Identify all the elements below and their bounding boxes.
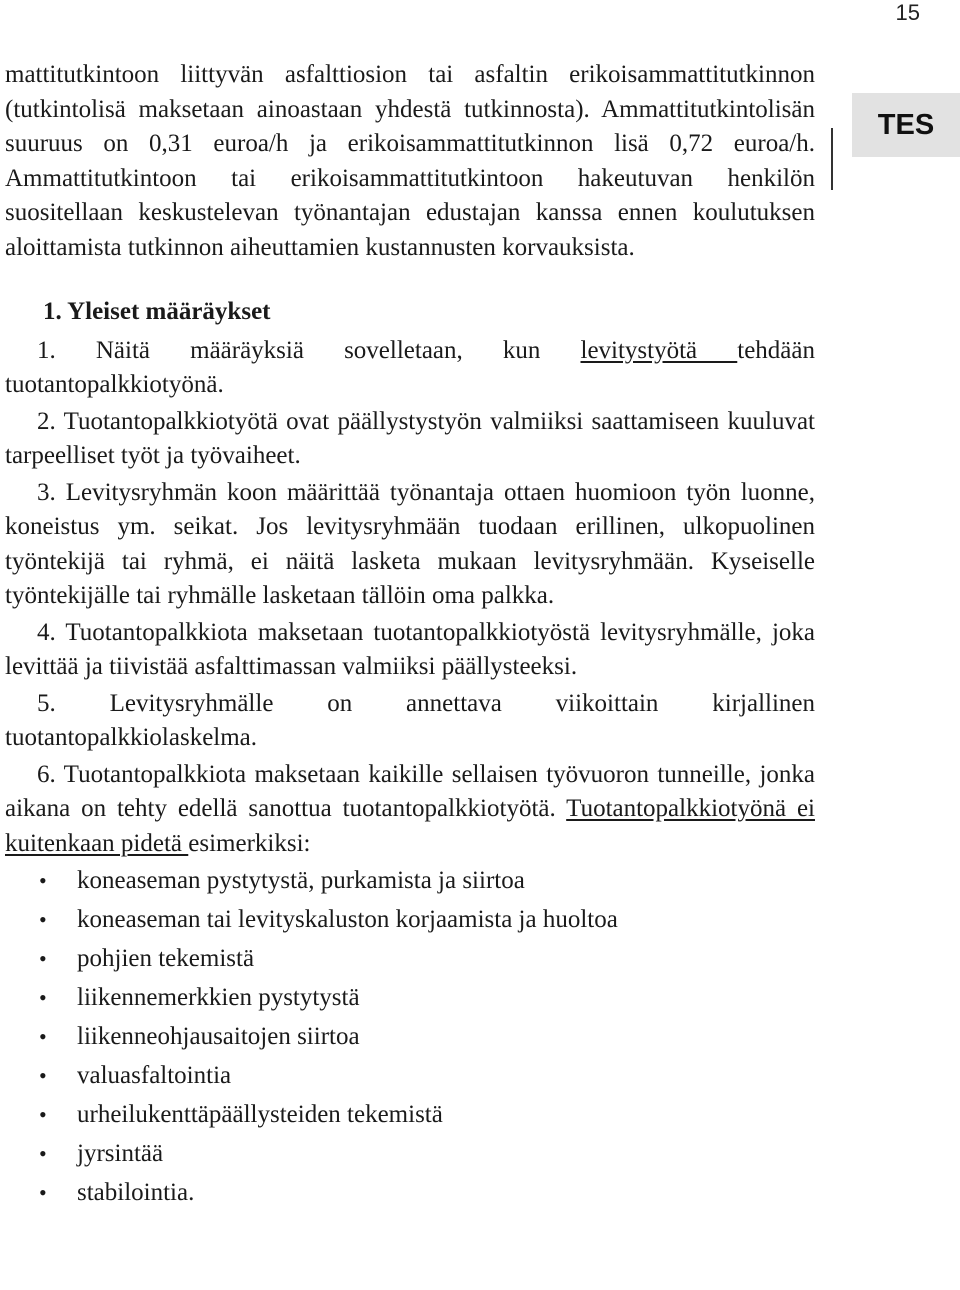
margin-rule <box>831 128 833 190</box>
list-item: • liikenneohjausaitojen siirtoa <box>5 1017 815 1056</box>
paragraph-6-underlined: Tuotantopalkkiotyönä ei kuitenkaan pidetä <box>5 795 815 857</box>
paragraph-6 <box>5 758 815 862</box>
paragraph-4: 4. Tuotantopalkkiota maksetaan tuotantopalkkiotyöstä levitysryhmälle, joka levittää ja tiivistää asfalttimassan valmiiksi päällysteeksi. <box>5 618 815 680</box>
list-item: • liikennemerkkien pystytystä <box>5 978 815 1017</box>
paragraph-1-underlined: levitystyötä <box>580 336 738 364</box>
list-item: • koneaseman pystytystä, purkamista ja siirtoa <box>5 861 815 900</box>
document-body <box>5 58 815 1212</box>
paragraph-3: 3. Levitysryhmän koon määrittää työnantaja ottaen huomioon työn luonne, koneistus ym. seikat. Jos levitysryhmään tuodaan erillinen, ulkopuolinen työntekijä tai ryhmä, ei näitä lasketa mukaan levitysryhmään. Kyseiselle työntekijälle tai ryhmälle lasketaan tällöin oma palkka. <box>5 478 815 609</box>
list-item: • jyrsintää <box>5 1134 815 1173</box>
paragraph-6-rest: esimerkiksi: <box>188 829 311 857</box>
paragraph-6-text: 6. Tuotantopalkkiota maksetaan kaikille sellaisen työvuoron tunneille, jonka aikana on tehty edellä sanottua tuotantopalkkiotyötä. <box>5 760 815 822</box>
exclusion-list <box>5 861 815 1212</box>
paragraph-2: 2. Tuotantopalkkiotyötä ovat päällystystyön valmiiksi saattamiseen kuuluvat tarpeelliset työt ja työvaiheet. <box>5 407 815 469</box>
side-tab-tes: TES <box>852 93 960 157</box>
page-number: 15 <box>895 0 920 25</box>
paragraph-1-rest: tehdään tuotantopalkkiotyönä. <box>5 336 815 398</box>
list-item: • stabilointia. <box>5 1173 815 1212</box>
list-item: • pohjien tekemistä <box>5 939 815 978</box>
paragraph-5: 5. Levitysryhmälle on annettava viikoittain kirjallinen tuotantopalkkiolaskelma. <box>5 689 815 751</box>
paragraph-1-text: 1. Näitä määräyksiä sovelletaan, kun <box>37 336 581 364</box>
list-item: • urheilukenttäpäällysteiden tekemistä <box>5 1095 815 1134</box>
section-heading: 1. Yleiset määräykset <box>43 298 271 325</box>
list-item: • valuasfaltointia <box>5 1056 815 1095</box>
paragraph-1 <box>5 334 815 403</box>
list-item: • koneaseman tai levityskaluston korjaamista ja huoltoa <box>5 900 815 939</box>
intro-paragraph: mattitutkintoon liittyvän asfalttiosion tai asfaltin erikoisammattitutkinnon (tutkintolisä maksetaan ainoastaan yhdestä tutkinnosta). Ammattitutkintolisän suuruus on 0,31 euroa/h ja erikoisammattitutkinnon lisä 0,72 euroa/h. Ammattitutkintoon tai erikoisammattitutkintoon hakeutuvan henkilön suositellaan keskustelevan työnantajan edustajan kanssa ennen koulutuksen aloittamista tutkinnon aiheuttamien kustannusten korvauksista. <box>5 61 815 261</box>
